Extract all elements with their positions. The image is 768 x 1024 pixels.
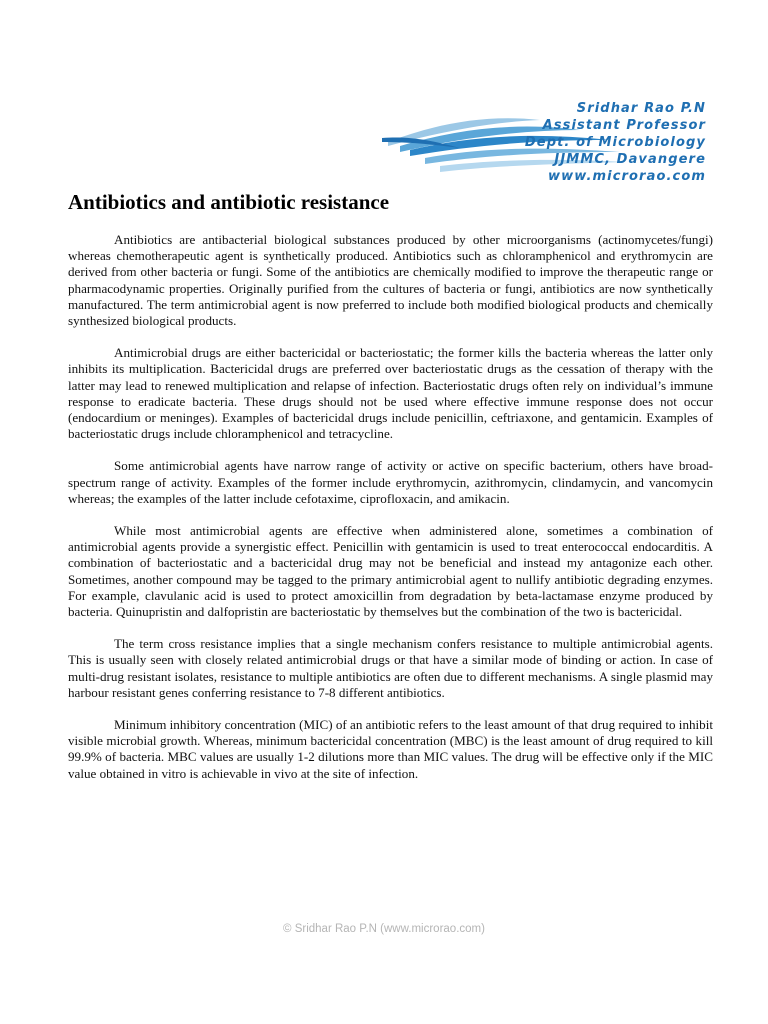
author-name: Sridhar Rao P.N [576,101,706,116]
author-institution: JJMMC, Davangere [554,152,706,167]
page-header [380,96,710,192]
body-paragraph: Minimum inhibitory concentration (MIC) of an antibiotic refers to the least amount of that drug required to inhibit visible microbial growth. Whereas, minimum bactericidal concentration (MBC) is the least amount of drug required to kill 99.9% of bacteria. MBC values are usually 1-2 dilutions more than MIC values. The drug will be effective only if the MIC value obtained in vitro is achievable in vivo at the site of infection. [68,717,713,781]
document-body [68,232,713,798]
author-department: Dept. of Microbiology [524,135,706,150]
body-paragraph: While most antimicrobial agents are effective when administered alone, sometimes a combination of antimicrobial agents provide a synergistic effect. Penicillin with gentamicin is used to treat enterococcal endocarditis. A combination of bacteriostatic and a bactericidal drug may not be beneficial and instead my antagonize each other. Sometimes, another compound may be tagged to the primary antimicrobial agent to nullify antibiotic degrading enzymes. For example, clavulanic acid is used to protect amoxicillin from degradation by beta-lactamase enzyme produced by bacteria. Quinupristin and dalfopristin are bacteriostatic by themselves but the combination of the two is bactericidal. [68,523,713,620]
document-title: Antibiotics and antibiotic resistance [68,190,390,214]
body-paragraph: Antimicrobial drugs are either bactericidal or bacteriostatic; the former kills the bacteria whereas the latter only inhibits its multiplication. Bactericidal drugs are preferred over bacteriostatic drugs as the cessation of therapy with the latter may lead to renewed multiplication and relapse of infection. Bacteriostatic drugs often rely on individual’s immune response to eradicate bacteria. These drugs should not be used where effective immune response does not occur (endocardium or meninges). Examples of bactericidal drugs include penicillin, ceftriaxone, and gentamicin. Examples of bacteriostatic drugs include chloramphenicol and tetracycline. [68,345,713,442]
footer-copyright: © Sridhar Rao P.N (www.microrao.com) [283,923,485,935]
author-position: Assistant Professor [542,118,706,133]
author-website: www.microrao.com [547,169,706,184]
author-block [525,100,706,185]
body-paragraph: Antibiotics are antibacterial biological substances produced by other microorganisms (actinomycetes/fungi) whereas chemotherapeutic agent is synthetically produced. Antibiotics such as chloramphenicol and erythromycin are derived from other bacteria or fungi. Some of the antibiotics are chemically modified to improve the therapeutic range or pharmacodynamic properties. Originally purified from the cultures of bacteria or fungi, antibiotics are now synthetically manufactured. The term antimicrobial agent is now preferred to include both modified biological products and chemically synthesized biological products. [68,232,713,329]
body-paragraph: The term cross resistance implies that a single mechanism confers resistance to multiple antimicrobial agents. This is usually seen with closely related antimicrobial drugs or that have a similar mode of binding or action. In case of multi-drug resistant isolates, resistance to multiple antibiotics are often due to different mechanisms. A single plasmid may harbour resistant genes conferring resistance to 7-8 different antibiotics. [68,636,713,700]
body-paragraph: Some antimicrobial agents have narrow range of activity or active on specific bacterium, others have broad-spectrum range of activity. Examples of the former include erythromycin, azithromycin, clindamycin, and vancomycin whereas; the examples of the latter include cefotaxime, ciprofloxacin, and amikacin. [68,458,713,506]
